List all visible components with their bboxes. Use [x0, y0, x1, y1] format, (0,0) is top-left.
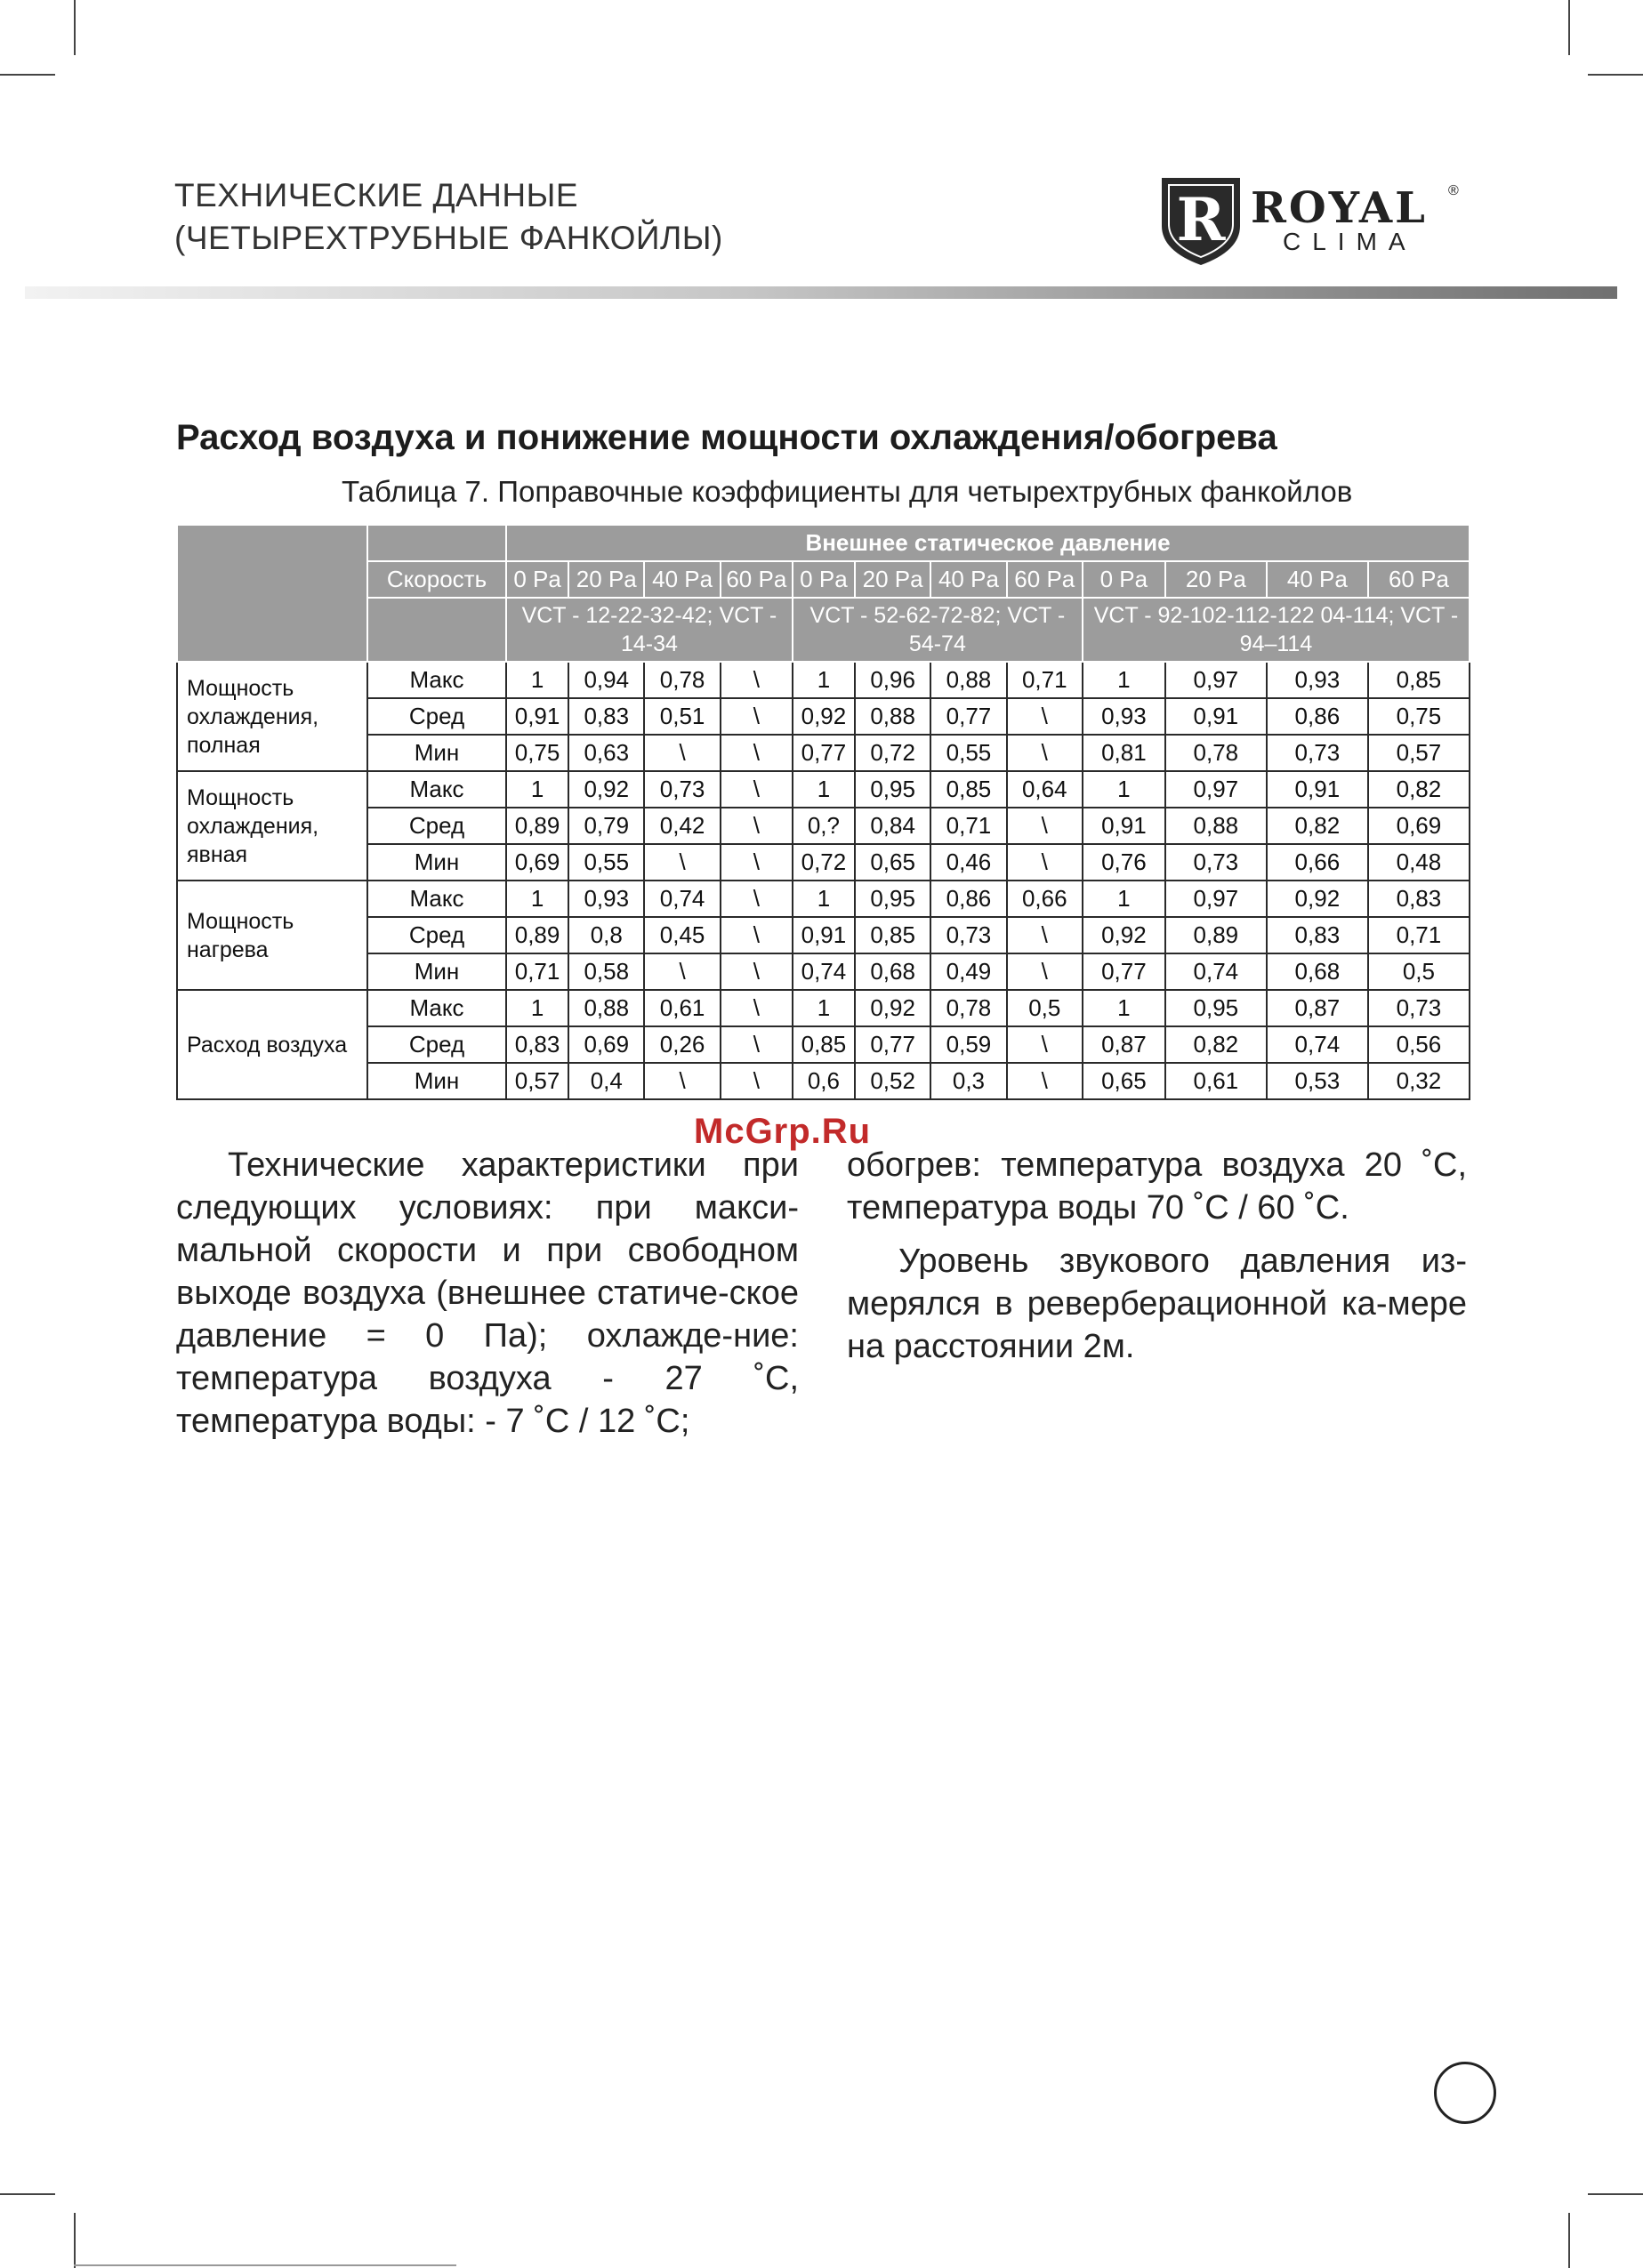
correction-factors-table — [176, 524, 1470, 1100]
value-cell: \ — [721, 917, 793, 953]
value-cell: 0,66 — [1267, 844, 1368, 881]
value-cell: 0,89 — [506, 808, 568, 844]
pressure-values-row — [177, 561, 1470, 598]
value-cell: 0,92 — [855, 990, 930, 1026]
sound-paragraph: Уровень звукового давления из-мерялся в реверберационной ка-мере на расстоянии 2м. — [847, 1243, 1467, 1365]
value-cell: 0,73 — [1165, 844, 1267, 881]
header-title-line2: (ЧЕТЫРЕХТРУБНЫЕ ФАНКОЙЛЫ) — [174, 220, 723, 256]
value-cell: 1 — [1083, 990, 1165, 1026]
value-cell: 0,77 — [930, 698, 1006, 735]
value-cell: \ — [644, 1063, 720, 1099]
value-cell: \ — [644, 953, 720, 990]
value-cell: 0,75 — [1368, 698, 1470, 735]
logo-shield-icon — [1156, 171, 1245, 269]
value-cell: 0,64 — [1007, 771, 1083, 808]
value-cell: 0,82 — [1368, 771, 1470, 808]
value-cell: 0,92 — [793, 698, 855, 735]
value-cell: 0,72 — [855, 735, 930, 771]
logo-registered-mark: ® — [1448, 183, 1459, 198]
value-cell: \ — [721, 771, 793, 808]
speed-cell: Мин — [367, 953, 506, 990]
page-number-circle — [1434, 2062, 1496, 2124]
page-header-title — [174, 174, 723, 260]
value-cell: 0,79 — [568, 808, 644, 844]
speed-cell: Макс — [367, 662, 506, 698]
value-cell: 0,45 — [644, 917, 720, 953]
table-row — [177, 735, 1470, 771]
model-group-1: VCT - 12-22-32-42; VCT - 14-34 — [506, 598, 793, 662]
value-cell: 0,85 — [793, 1026, 855, 1063]
value-cell: \ — [1007, 953, 1083, 990]
value-cell: 0,73 — [1368, 990, 1470, 1026]
value-cell: 0,71 — [1368, 917, 1470, 953]
value-cell: 0,77 — [855, 1026, 930, 1063]
value-cell: 0,82 — [1267, 808, 1368, 844]
value-cell: 0,61 — [644, 990, 720, 1026]
table-row — [177, 1063, 1470, 1099]
watermark: McGrp.Ru — [694, 1112, 872, 1151]
table-row — [177, 881, 1470, 917]
speed-cell: Макс — [367, 881, 506, 917]
body-left-column — [176, 1144, 799, 1443]
value-cell: \ — [644, 844, 720, 881]
value-cell: 0,74 — [1267, 1026, 1368, 1063]
logo-word: ROYAL — [1251, 183, 1428, 233]
crop-mark — [74, 2264, 456, 2266]
value-cell: \ — [721, 953, 793, 990]
value-cell: 0,71 — [1007, 662, 1083, 698]
crop-mark — [1588, 74, 1643, 76]
value-cell: 0,4 — [568, 1063, 644, 1099]
value-cell: 0,94 — [568, 662, 644, 698]
value-cell: 0,48 — [1368, 844, 1470, 881]
table-row — [177, 1026, 1470, 1063]
pressure-header-cell: 20 Pa — [568, 561, 644, 598]
row-group-label: Мощность нагрева — [177, 881, 367, 990]
value-cell: \ — [1007, 1063, 1083, 1099]
royal-clima-logo — [1156, 171, 1477, 269]
value-cell: 0,74 — [1165, 953, 1267, 990]
row-group-label: Мощность охлаждения, полная — [177, 662, 367, 771]
model-header-blank — [367, 598, 506, 662]
value-cell: 0,65 — [855, 844, 930, 881]
value-cell: 0,68 — [1267, 953, 1368, 990]
value-cell: 0,93 — [1083, 698, 1165, 735]
body-right-column — [847, 1144, 1467, 1368]
value-cell: 0,65 — [1083, 1063, 1165, 1099]
pressure-title: Внешнее статическое давление — [506, 525, 1470, 561]
value-cell: 0,53 — [1267, 1063, 1368, 1099]
value-cell: 0,49 — [930, 953, 1006, 990]
speed-cell: Макс — [367, 771, 506, 808]
value-cell: \ — [721, 1063, 793, 1099]
value-cell: \ — [1007, 1026, 1083, 1063]
value-cell: 0,26 — [644, 1026, 720, 1063]
value-cell: 0,86 — [1267, 698, 1368, 735]
table-body — [177, 662, 1470, 1099]
crop-mark — [1568, 2213, 1570, 2268]
value-cell: 0,59 — [930, 1026, 1006, 1063]
crop-mark — [1568, 0, 1570, 55]
speed-cell: Сред — [367, 1026, 506, 1063]
pressure-header-cell: 40 Pa — [1267, 561, 1368, 598]
value-cell: 0,51 — [644, 698, 720, 735]
value-cell: 0,69 — [506, 844, 568, 881]
value-cell: 1 — [793, 662, 855, 698]
value-cell: 0,96 — [855, 662, 930, 698]
header-corner — [177, 525, 367, 662]
value-cell: 0,5 — [1368, 953, 1470, 990]
value-cell: 0,83 — [506, 1026, 568, 1063]
value-cell: 0,74 — [793, 953, 855, 990]
value-cell: 0,71 — [930, 808, 1006, 844]
value-cell: 0,76 — [1083, 844, 1165, 881]
row-group-label: Расход воздуха — [177, 990, 367, 1099]
value-cell: 0,6 — [793, 1063, 855, 1099]
value-cell: 0,84 — [855, 808, 930, 844]
pressure-header-cell: 40 Pa — [930, 561, 1006, 598]
table-row — [177, 990, 1470, 1026]
value-cell: 1 — [793, 990, 855, 1026]
value-cell: \ — [1007, 917, 1083, 953]
value-cell: 0,73 — [930, 917, 1006, 953]
section-heading: Расход воздуха и понижение мощности охлаждения/обогрева — [176, 418, 1277, 457]
value-cell: \ — [721, 844, 793, 881]
pressure-header-cell: 20 Pa — [1165, 561, 1267, 598]
value-cell: 0,5 — [1007, 990, 1083, 1026]
value-cell: 1 — [506, 990, 568, 1026]
heating-paragraph: обогрев: температура воздуха 20 ˚С, температура воды 70 ˚С / 60 ˚С. — [847, 1146, 1467, 1226]
table-row — [177, 953, 1470, 990]
model-group-3: VCT - 92-102-112-122 04-114; VCT - 94–114 — [1083, 598, 1470, 662]
value-cell: 1 — [506, 662, 568, 698]
speed-header: Скорость — [367, 561, 506, 598]
value-cell: 0,46 — [930, 844, 1006, 881]
value-cell: 0,95 — [855, 881, 930, 917]
table-row — [177, 917, 1470, 953]
value-cell: 0,91 — [1267, 771, 1368, 808]
value-cell: 0,77 — [793, 735, 855, 771]
table-row — [177, 808, 1470, 844]
value-cell: 1 — [1083, 662, 1165, 698]
value-cell: 0,57 — [506, 1063, 568, 1099]
value-cell: 0,73 — [644, 771, 720, 808]
value-cell: 1 — [506, 881, 568, 917]
pressure-header-cell: 20 Pa — [855, 561, 930, 598]
pressure-header-cell: 60 Pa — [1007, 561, 1083, 598]
header-blank — [367, 525, 506, 561]
value-cell: \ — [1007, 808, 1083, 844]
pressure-header-cell: 0 Pa — [793, 561, 855, 598]
value-cell: 0,8 — [568, 917, 644, 953]
value-cell: 1 — [506, 771, 568, 808]
value-cell: \ — [644, 735, 720, 771]
value-cell: 0,52 — [855, 1063, 930, 1099]
table-row — [177, 662, 1470, 698]
speed-cell: Сред — [367, 917, 506, 953]
header-title-line1: ТЕХНИЧЕСКИЕ ДАННЫЕ — [174, 177, 579, 213]
value-cell: 0,89 — [506, 917, 568, 953]
pressure-header-cell: 60 Pa — [721, 561, 793, 598]
speed-cell: Мин — [367, 1063, 506, 1099]
speed-cell: Мин — [367, 735, 506, 771]
value-cell: 0,75 — [506, 735, 568, 771]
crop-mark — [1588, 2193, 1643, 2195]
table-row — [177, 771, 1470, 808]
value-cell: 0,66 — [1007, 881, 1083, 917]
row-group-label: Мощность охлаждения, явная — [177, 771, 367, 881]
value-cell: 0,? — [793, 808, 855, 844]
value-cell: 0,97 — [1165, 881, 1267, 917]
value-cell: 0,69 — [1368, 808, 1470, 844]
conditions-paragraph: Технические характеристики при следующих условиях: при макси-мальной скорости и при свободном выходе воздуха (внешнее статиче-ское давление = 0 Па); охлажде-ние: температура воздуха - 27 ˚С, температура воды: - 7 ˚С / 12 ˚С; — [176, 1146, 799, 1440]
value-cell: \ — [721, 698, 793, 735]
value-cell: 0,83 — [1267, 917, 1368, 953]
pressure-title-row — [177, 525, 1470, 561]
value-cell: 0,85 — [855, 917, 930, 953]
value-cell: 0,57 — [1368, 735, 1470, 771]
value-cell: 1 — [793, 881, 855, 917]
value-cell: 0,72 — [793, 844, 855, 881]
value-cell: 0,92 — [1083, 917, 1165, 953]
value-cell: \ — [721, 735, 793, 771]
value-cell: \ — [721, 808, 793, 844]
value-cell: 0,89 — [1165, 917, 1267, 953]
value-cell: 0,85 — [930, 771, 1006, 808]
value-cell: 0,88 — [568, 990, 644, 1026]
speed-cell: Сред — [367, 698, 506, 735]
value-cell: 0,85 — [1368, 662, 1470, 698]
table-caption: Таблица 7. Поправочные коэффициенты для четырехтрубных фанкойлов — [342, 475, 1353, 508]
value-cell: 0,95 — [855, 771, 930, 808]
value-cell: 0,91 — [793, 917, 855, 953]
value-cell: 0,78 — [1165, 735, 1267, 771]
value-cell: 0,87 — [1267, 990, 1368, 1026]
value-cell: \ — [721, 1026, 793, 1063]
value-cell: 0,83 — [568, 698, 644, 735]
crop-mark — [74, 2213, 76, 2268]
value-cell: 0,63 — [568, 735, 644, 771]
speed-cell: Мин — [367, 844, 506, 881]
value-cell: 0,42 — [644, 808, 720, 844]
value-cell: 0,91 — [1083, 808, 1165, 844]
crop-mark — [0, 74, 55, 76]
table-row — [177, 844, 1470, 881]
value-cell: 0,91 — [506, 698, 568, 735]
value-cell: 0,83 — [1368, 881, 1470, 917]
logo-subtitle: CLIMA — [1283, 228, 1417, 255]
value-cell: 0,97 — [1165, 771, 1267, 808]
value-cell: 0,68 — [855, 953, 930, 990]
value-cell: 0,55 — [930, 735, 1006, 771]
value-cell: \ — [721, 881, 793, 917]
value-cell: 0,87 — [1083, 1026, 1165, 1063]
value-cell: 0,92 — [568, 771, 644, 808]
value-cell: \ — [1007, 735, 1083, 771]
value-cell: 0,86 — [930, 881, 1006, 917]
value-cell: 0,55 — [568, 844, 644, 881]
value-cell: 1 — [1083, 771, 1165, 808]
value-cell: 1 — [793, 771, 855, 808]
value-cell: 0,58 — [568, 953, 644, 990]
header-divider — [25, 286, 1617, 299]
value-cell: 0,88 — [855, 698, 930, 735]
value-cell: 1 — [1083, 881, 1165, 917]
value-cell: 0,88 — [930, 662, 1006, 698]
value-cell: 0,71 — [506, 953, 568, 990]
speed-cell: Макс — [367, 990, 506, 1026]
model-row — [177, 598, 1470, 662]
value-cell: 0,3 — [930, 1063, 1006, 1099]
value-cell: 0,73 — [1267, 735, 1368, 771]
value-cell: 0,77 — [1083, 953, 1165, 990]
value-cell: 0,56 — [1368, 1026, 1470, 1063]
value-cell: 0,78 — [930, 990, 1006, 1026]
value-cell: 0,81 — [1083, 735, 1165, 771]
value-cell: 0,91 — [1165, 698, 1267, 735]
crop-mark — [0, 2193, 55, 2195]
value-cell: 0,93 — [1267, 662, 1368, 698]
value-cell: 0,69 — [568, 1026, 644, 1063]
value-cell: 0,74 — [644, 881, 720, 917]
value-cell: 0,32 — [1368, 1063, 1470, 1099]
model-group-2: VCT - 52-62-72-82; VCT - 54-74 — [793, 598, 1083, 662]
pressure-header-cell: 40 Pa — [644, 561, 720, 598]
value-cell: 0,92 — [1267, 881, 1368, 917]
value-cell: 0,61 — [1165, 1063, 1267, 1099]
value-cell: 0,78 — [644, 662, 720, 698]
value-cell: 0,82 — [1165, 1026, 1267, 1063]
value-cell: 0,88 — [1165, 808, 1267, 844]
value-cell: \ — [721, 990, 793, 1026]
value-cell: \ — [1007, 698, 1083, 735]
value-cell: \ — [721, 662, 793, 698]
table-row — [177, 698, 1470, 735]
pressure-header-cell: 0 Pa — [1083, 561, 1165, 598]
pressure-header-cell: 0 Pa — [506, 561, 568, 598]
pressure-header-cell: 60 Pa — [1368, 561, 1470, 598]
value-cell: \ — [1007, 844, 1083, 881]
logo-letter: R — [1176, 185, 1226, 254]
value-cell: 0,93 — [568, 881, 644, 917]
value-cell: 0,95 — [1165, 990, 1267, 1026]
crop-mark — [74, 0, 76, 55]
value-cell: 0,97 — [1165, 662, 1267, 698]
speed-cell: Сред — [367, 808, 506, 844]
